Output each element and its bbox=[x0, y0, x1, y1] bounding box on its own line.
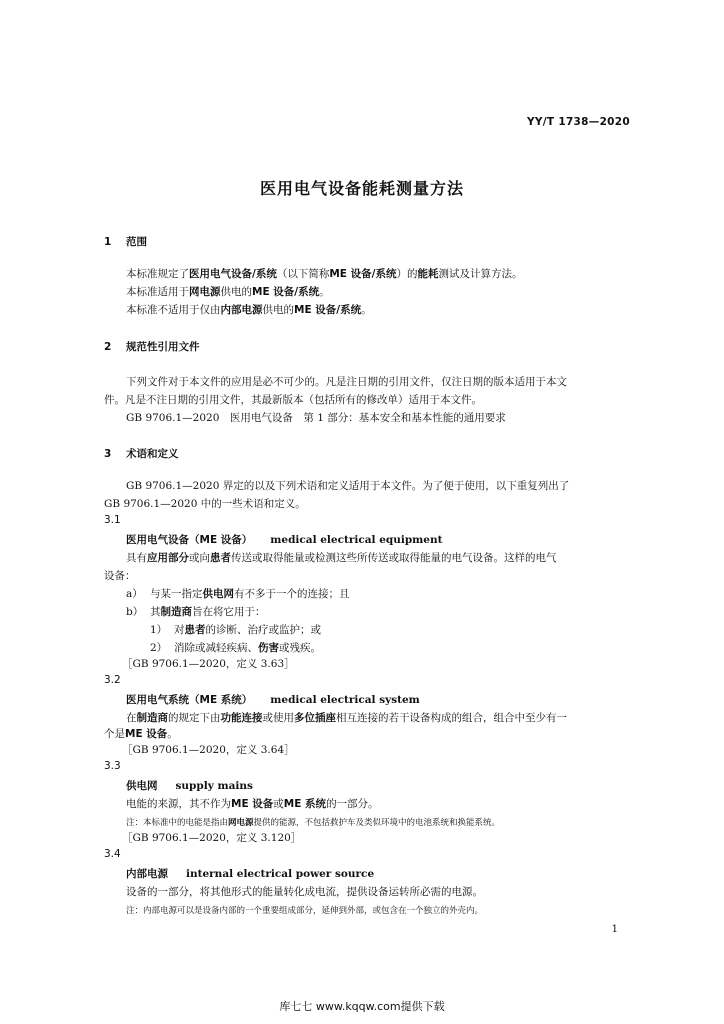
term-ref: ME 设备/系统 bbox=[294, 304, 362, 316]
list-label: b） bbox=[126, 606, 144, 618]
text: 注：本标准中的电能是指由 bbox=[126, 818, 229, 828]
list-label: 2） bbox=[150, 642, 168, 654]
text: 有不多于一个的连接；且 bbox=[234, 588, 350, 600]
text: 。 bbox=[361, 304, 372, 316]
term-chinese: 内部电源 bbox=[126, 868, 168, 880]
definition-line-1 bbox=[126, 796, 379, 812]
term-number: 3.3 bbox=[104, 760, 121, 772]
term-number: 3.4 bbox=[104, 848, 121, 860]
definition-note bbox=[126, 816, 500, 828]
term-english: supply mains bbox=[175, 780, 253, 792]
section-1-paragraph-3 bbox=[126, 302, 372, 318]
term-english: medical electrical system bbox=[270, 694, 420, 706]
text: 供电的 bbox=[220, 286, 252, 298]
section-title: 范围 bbox=[126, 236, 147, 248]
text: （以下简称 bbox=[276, 268, 330, 280]
section-3-intro-line-1: GB 9706.1—2020 界定的以及下列术语和定义适用于本文件。为了便于使用，以下重复列出了 bbox=[126, 480, 570, 492]
term-heading bbox=[126, 532, 442, 547]
section-title: 术语和定义 bbox=[126, 448, 179, 460]
section-number: 1 bbox=[104, 236, 112, 248]
normative-reference: GB 9706.1—2020 医用电气设备 第 1 部分：基本安全和基本性能的通用要求 bbox=[126, 412, 506, 424]
list-label: 1） bbox=[150, 624, 168, 636]
text: 具有 bbox=[126, 552, 147, 564]
text: 电能的来源，其不作为 bbox=[126, 798, 231, 810]
term-ref: 网电源 bbox=[228, 818, 254, 828]
term-ref: 能耗 bbox=[417, 268, 439, 280]
section-3-intro-line-2: GB 9706.1—2020 中的一些术语和定义。 bbox=[104, 498, 306, 510]
term-ref: 患者 bbox=[184, 624, 206, 636]
term-ref: 网电源 bbox=[189, 286, 221, 298]
term-ref: 内部电源 bbox=[220, 304, 263, 316]
term-ref: 制造商 bbox=[136, 712, 168, 724]
document-title: 医用电气设备能耗测量方法 bbox=[259, 179, 464, 198]
text: 或残疾。 bbox=[279, 642, 321, 654]
section-1-paragraph-2 bbox=[126, 284, 330, 300]
text: 对 bbox=[174, 624, 185, 636]
term-ref: 应用部分 bbox=[147, 552, 189, 564]
text: 相互连接的若干设备构成的组合，组合中至少有一 bbox=[336, 712, 567, 724]
section-number: 2 bbox=[104, 341, 112, 353]
list-item-b bbox=[126, 604, 266, 620]
term-heading bbox=[126, 866, 374, 881]
definition-line-1 bbox=[126, 710, 567, 726]
term-english: internal electrical power source bbox=[186, 868, 375, 880]
term-number: 3.2 bbox=[104, 674, 121, 686]
definition-note: 注：内部电源可以是设备内部的一个重要组成部分，延伸到外部，或包含在一个独立的外壳内。 bbox=[126, 906, 484, 916]
section-1-heading bbox=[104, 234, 147, 249]
text: 或使用 bbox=[262, 712, 294, 724]
section-2-paragraph-line-1: 下列文件对于本文件的应用是必不可少的。凡是注日期的引用文件，仅注日期的版本适用于本文 bbox=[126, 376, 567, 388]
term-ref: 制造商 bbox=[160, 606, 192, 618]
text: 消除或减轻疾病、 bbox=[174, 642, 258, 654]
term-chinese: 医用电气设备（ME 设备） bbox=[126, 534, 253, 546]
term-ref: 供电网 bbox=[202, 588, 234, 600]
section-1-paragraph-1 bbox=[126, 266, 522, 282]
text: 或 bbox=[273, 798, 284, 810]
definition-line-1: 设备的一部分，将其他形式的能量转化成电流，提供设备运转所必需的电源。 bbox=[126, 886, 483, 898]
section-2-heading bbox=[104, 339, 200, 354]
term-ref: 功能连接 bbox=[220, 712, 263, 724]
text: 在 bbox=[126, 712, 137, 724]
term-ref: ME 设备 bbox=[125, 728, 168, 740]
text: 个是 bbox=[104, 728, 125, 740]
term-chinese: 医用电气系统（ME 系统） bbox=[126, 694, 253, 706]
definition-source: ［GB 9706.1—2020，定义 3.63］ bbox=[122, 658, 295, 670]
text: 或向 bbox=[189, 552, 210, 564]
list-item-b2 bbox=[150, 640, 321, 656]
term-ref: 医用电气设备/系统 bbox=[189, 268, 277, 280]
page-number: 1 bbox=[611, 924, 618, 935]
definition-line-2 bbox=[104, 726, 178, 742]
definition-line-2: 设备： bbox=[104, 570, 136, 582]
section-number: 3 bbox=[104, 448, 112, 460]
standard-number: YY/T 1738—2020 bbox=[526, 116, 630, 128]
definition-line-1 bbox=[126, 550, 557, 566]
text: ）的 bbox=[396, 268, 418, 280]
definition-source: ［GB 9706.1—2020，定义 3.120］ bbox=[122, 832, 302, 844]
term-ref: ME 设备/系统 bbox=[329, 268, 397, 280]
term-number: 3.1 bbox=[104, 514, 121, 526]
text: 本标准规定了 bbox=[126, 268, 189, 280]
text: 。 bbox=[319, 286, 330, 298]
text: 本标准适用于 bbox=[126, 286, 189, 298]
list-label: a） bbox=[126, 588, 143, 600]
term-ref: ME 系统 bbox=[283, 798, 327, 810]
text: 。 bbox=[167, 728, 178, 740]
text: 与某一指定 bbox=[150, 588, 203, 600]
definition-source: ［GB 9706.1—2020，定义 3.64］ bbox=[122, 744, 295, 756]
term-heading bbox=[126, 778, 253, 793]
text: 传送或取得能量或检测这些所传送或取得能量的电气设备。这样的电气 bbox=[231, 552, 557, 564]
text: 的一部分。 bbox=[326, 798, 379, 810]
term-ref: 患者 bbox=[210, 552, 231, 564]
text: 的规定下由 bbox=[168, 712, 221, 724]
term-ref: 伤害 bbox=[258, 642, 279, 654]
download-footer: 库七七 www.kqqw.com提供下载 bbox=[279, 1000, 445, 1013]
term-chinese: 供电网 bbox=[126, 780, 158, 792]
term-ref: ME 设备/系统 bbox=[252, 286, 320, 298]
text: 供电的 bbox=[262, 304, 294, 316]
term-ref: 多位插座 bbox=[294, 712, 336, 724]
section-title: 规范性引用文件 bbox=[126, 341, 200, 353]
text: 提供的能源，不包括救护车及类似环境中的电池系统和换能系统。 bbox=[253, 818, 501, 828]
text: 本标准不适用于仅由 bbox=[126, 304, 221, 316]
term-english: medical electrical equipment bbox=[270, 534, 443, 546]
term-heading bbox=[126, 692, 420, 707]
section-2-paragraph-line-2: 件。凡是不注日期的引用文件，其最新版本（包括所有的修改单）适用于本文件。 bbox=[104, 394, 482, 406]
text: 测试及计算方法。 bbox=[438, 268, 523, 280]
list-item-b1 bbox=[150, 622, 321, 638]
list-item-a bbox=[126, 586, 350, 602]
text: 旨在将它用于： bbox=[192, 606, 266, 618]
text: 的诊断、治疗或监护；或 bbox=[205, 624, 321, 636]
text: 其 bbox=[150, 606, 161, 618]
term-ref: ME 设备 bbox=[231, 798, 274, 810]
section-3-heading bbox=[104, 446, 179, 461]
